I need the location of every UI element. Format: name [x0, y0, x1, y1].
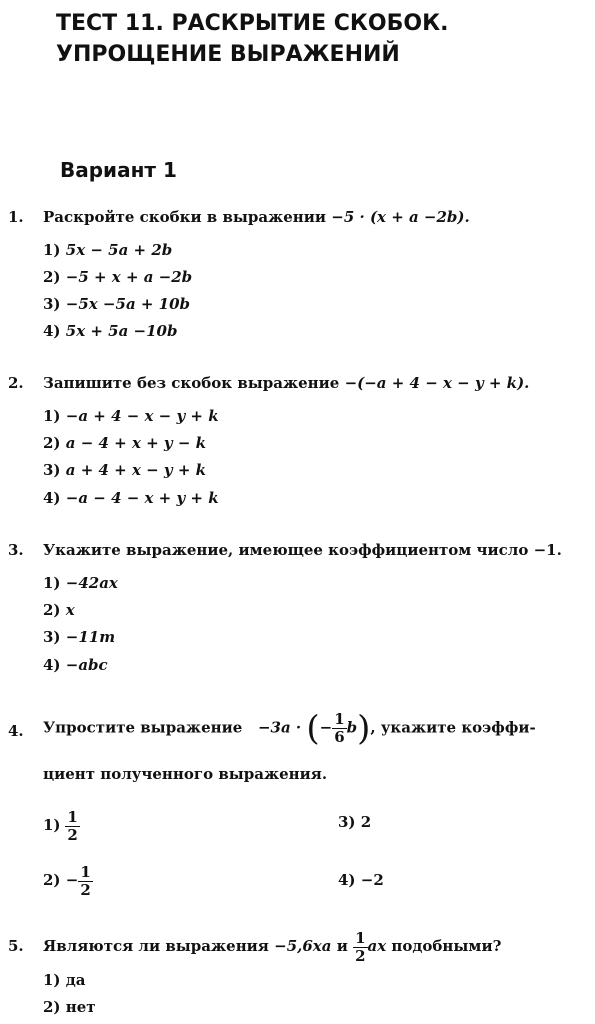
fraction: $\frac{1}{2}$	[67, 807, 78, 844]
q5-option-2[interactable]: 2) нет	[43, 998, 96, 1016]
q1-option-1[interactable]: 1) 5x − 5a + 2b	[43, 241, 173, 259]
question-text: Являются ли выражения	[43, 937, 269, 955]
question-number: 2.	[8, 374, 24, 392]
question-number: 1.	[8, 208, 24, 226]
conjunction: и	[336, 937, 348, 955]
q5-option-1[interactable]: 1) да	[43, 971, 86, 989]
q3-option-4[interactable]: 4) −abc	[43, 656, 108, 674]
q4-option-1[interactable]: 1) $\frac{1}{2}$	[43, 807, 78, 844]
test-title	[56, 8, 576, 70]
fraction: $\frac{1}{2}$	[80, 862, 91, 899]
q1-option-4[interactable]: 4) 5x + 5a −10b	[43, 322, 178, 340]
title-line-1: ТЕСТ 11. РАСКРЫТИЕ СКОБОК.	[56, 11, 449, 36]
question-text-continued: , укажите коэффи-	[370, 718, 536, 737]
expression-part-b: b	[346, 718, 358, 737]
q2-option-2[interactable]: 2) a − 4 + x + y − k	[43, 434, 207, 452]
q3-option-2[interactable]: 2) x	[43, 601, 75, 619]
q4-option-4[interactable]: 4) −2	[338, 871, 384, 889]
q1-option-3[interactable]: 3) −5x −5a + 10b	[43, 295, 191, 313]
q4-option-3[interactable]: 3) 2	[338, 813, 372, 831]
q2-option-1[interactable]: 1) −a + 4 − x − y + k	[43, 407, 219, 425]
expression-part-a: −5,6xa	[274, 937, 332, 955]
question-number: 3.	[8, 541, 24, 559]
q1-option-2[interactable]: 2) −5 + x + a −2b	[43, 268, 193, 286]
q3-option-3[interactable]: 3) −11m	[43, 628, 116, 646]
question-text: Упростите выражение	[43, 718, 243, 737]
question-text-end: подобными?	[391, 937, 502, 955]
question-text-line-2: циент полученного выражения.	[43, 765, 328, 783]
expression-part-a: −3a ·	[257, 718, 302, 737]
q2-option-4[interactable]: 4) −a − 4 − x + y + k	[43, 489, 219, 507]
fraction-denominator: 6	[334, 728, 345, 746]
q4-option-2[interactable]: 2) − $\frac{1}{2}$	[43, 862, 91, 899]
variant-heading: Вариант 1	[60, 158, 177, 182]
question-expression: −5 · (x + a −2b).	[331, 208, 470, 226]
q3-option-1[interactable]: 1) −42ax	[43, 574, 118, 592]
q2-option-3[interactable]: 3) a + 4 + x − y + k	[43, 461, 207, 479]
question-number: 5.	[8, 937, 24, 955]
question-expression: −(−a + 4 − x − y + k).	[344, 374, 530, 392]
fraction: $\frac{1}{2}$	[355, 928, 366, 965]
question-number: 4.	[8, 722, 24, 740]
fraction-numerator: 1	[334, 710, 345, 728]
fraction	[332, 711, 346, 746]
question-text: Укажите выражение, имеющее коэффициентом число −1.	[43, 541, 562, 559]
question-text: Раскройте скобки в выражении	[43, 208, 327, 226]
question-text: Запишите без скобок выражение	[43, 374, 340, 392]
title-line-2: УПРОЩЕНИЕ ВЫРАЖЕНИЙ	[56, 42, 400, 67]
expression-part-b: ax	[367, 937, 387, 955]
